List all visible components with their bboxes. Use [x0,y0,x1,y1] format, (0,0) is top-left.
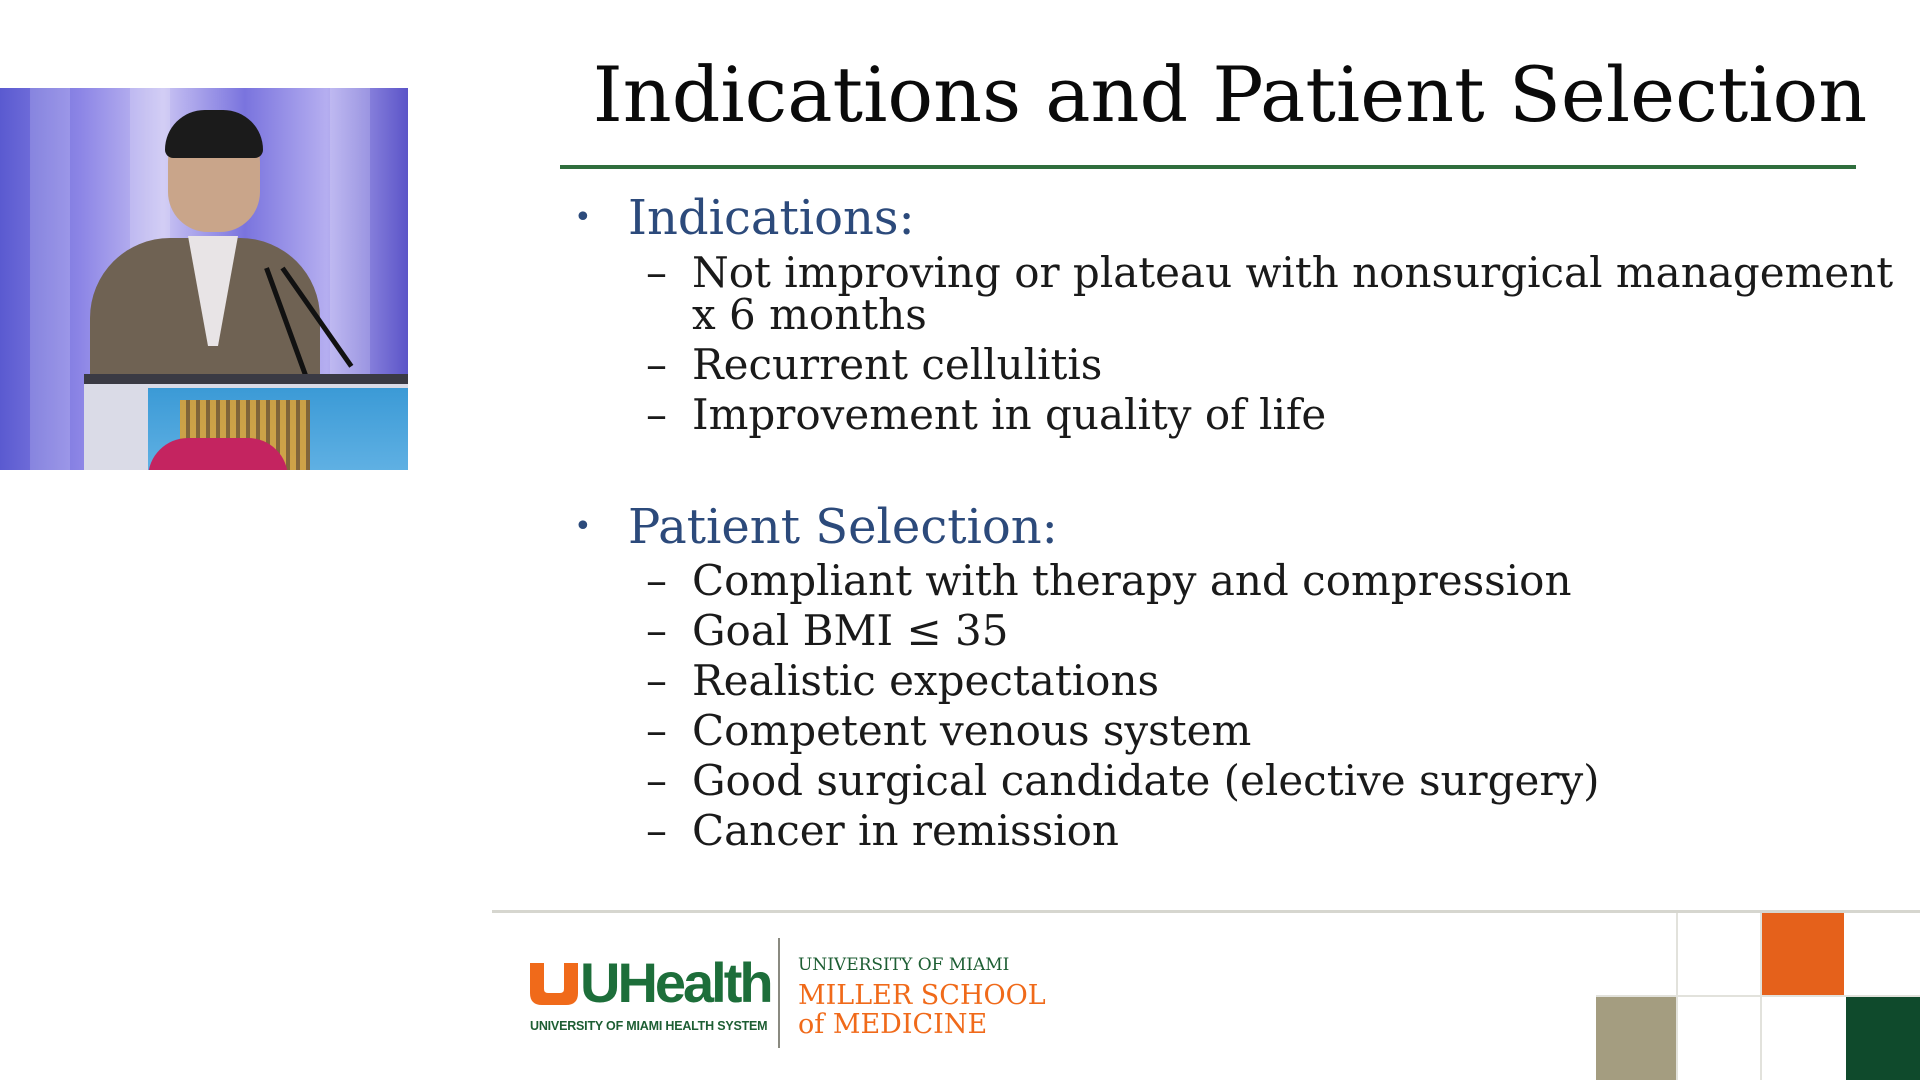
list-item [646,806,1119,855]
decor-grid-line [1596,995,1920,997]
list-item [646,656,1160,705]
miller-logo-line3: of MEDICINE [798,1009,988,1040]
uhealth-tagline: UNIVERSITY OF MIAMI HEALTH SYSTEM [530,1019,768,1033]
list-item [646,390,1327,439]
section-heading-patient-selection [574,499,1058,555]
footer-rule [492,910,1920,913]
bullet-icon: • [574,509,592,544]
decor-square-tan [1596,997,1676,1080]
dash-icon: – [646,706,667,755]
dash-icon: – [646,390,667,439]
list-item [646,248,1894,297]
miller-logo-line2: MILLER SCHOOL [798,980,1046,1011]
section-heading-indications [574,190,915,246]
list-item-text: Goal BMI ≤ 35 [692,606,1009,655]
dash-icon: – [646,806,667,855]
decor-square-green [1846,997,1920,1080]
list-item [646,340,1103,389]
dash-icon: – [646,556,667,605]
title-rule [560,165,1856,169]
list-item-text: Competent venous system [692,706,1252,755]
dash-icon: – [646,656,667,705]
list-item-text: Good surgical candidate (elective surgery) [692,756,1600,805]
podium-top [84,374,408,384]
heading-text: Patient Selection: [628,499,1058,555]
heading-text: Indications: [628,190,915,246]
miller-logo-line1: UNIVERSITY OF MIAMI [798,955,1010,975]
uhealth-u-logo-icon [530,963,578,1005]
podium-artwork-wave [148,438,288,470]
list-item-text: Recurrent cellulitis [692,340,1103,389]
list-item-text: Not improving or plateau with nonsurgical management [692,248,1894,297]
list-item-text: Improvement in quality of life [692,390,1327,439]
list-item-text: Compliant with therapy and compression [692,556,1572,605]
dash-icon: – [646,248,667,297]
list-item-continuation: x 6 months [692,290,927,339]
dash-icon: – [646,340,667,389]
curtain-fold [30,88,70,470]
slide-title: Indications and Patient Selection [592,50,1868,139]
dash-icon: – [646,606,667,655]
speaker-hair [165,110,263,158]
dash-icon: – [646,756,667,805]
list-item [646,706,1252,755]
uhealth-logo-text: UHealth [580,951,771,1014]
list-item [646,556,1572,605]
list-item [646,756,1600,805]
decor-square-orange [1762,913,1844,995]
list-item-text: Cancer in remission [692,806,1119,855]
list-item-text: Realistic expectations [692,656,1160,705]
bullet-icon: • [574,200,592,235]
list-item [646,606,1009,655]
logo-divider [778,938,780,1048]
speaker-video [0,88,408,470]
